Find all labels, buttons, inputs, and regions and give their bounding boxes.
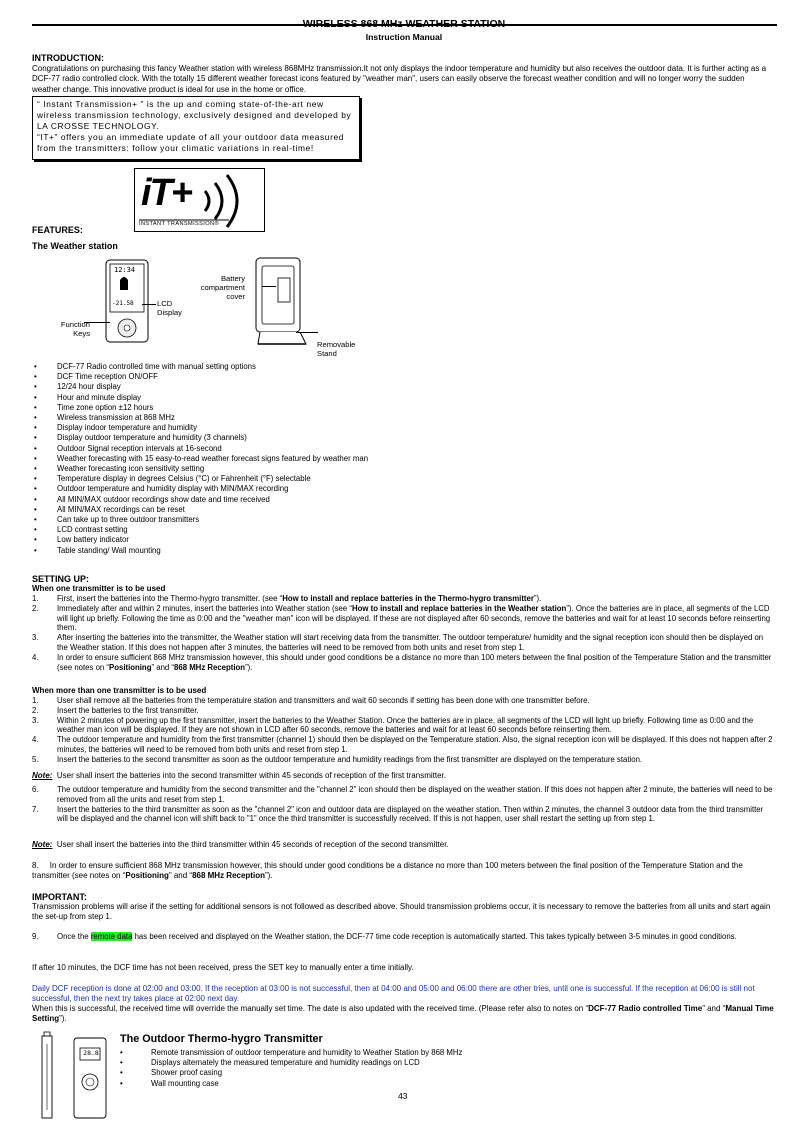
feature-item: • 12/24 hour display [32, 382, 372, 392]
daily-dcf-text: Daily DCF reception is done at 02:00 and 03:00. If the reception at 03:00 is not successful, then at 04:00 and 05:00 and 06:00 there are other tries, until one is successful. If the reception at 06:00 is still not successful, then the next try takes place at 02:00 next day. [32, 984, 755, 1004]
transmitter-illustration [40, 1030, 110, 1122]
step-number: 2. [32, 705, 39, 715]
setup-step: 2. Immediately after and within 2 minutes, insert the batteries into Weather station (see “How to install and replace batteries in the Weather station”). Once the batteries are in place, all segments of the LCD will light up briefly. Following the time as 0:00 and the "weather man" icon will be displayed. If these are not displayed after 60 seconds, remove the batteries and wait for at least 10 seconds before reinserting them. [32, 603, 771, 633]
lcd-temp-readout: -21.58 [112, 300, 134, 307]
feature-item: • Weather forecasting with 15 easy-to-read weather forecast signs featured by weather man [32, 454, 372, 464]
setup-step: 6. The outdoor temperature and humidity from the second transmitter and the "channel 2" icon should then be displayed on the weather station. If this does not happen after 2 minute, the batteries will need to be removed from all the units and reset from step 1. [32, 785, 773, 804]
lcd-time-readout: 12:34 [114, 266, 136, 274]
feature-item: • LCD contrast setting [32, 525, 372, 535]
transmitter-lcd-readout: 28.8 [83, 1049, 99, 1057]
feature-item: • All MIN/MAX recordings can be reset [32, 505, 372, 515]
transmitter-feature-item: • Displays alternately the measured temperature and humidity readings on LCD [120, 1058, 520, 1068]
stand-leader-line [296, 332, 318, 333]
setup-step: 5. Insert the batteries to the second transmitter as soon as the outdoor temperature and humidity readings from the first transmitter are displayed on the temperature station. [32, 754, 643, 764]
step-number: 4. [32, 652, 39, 662]
feature-item: • Outdoor Signal reception intervals at 16-second [32, 444, 372, 454]
setup-step: 3. After inserting the batteries into the transmitter, the Weather station will start receiving data from the transmitter. The outdoor temperature/ humidity and the signal reception icon should then be displayed on the Weather station. If this does not happen after 3 minutes, the batteries will need to be removed from both units and reset from step 1. [32, 633, 764, 652]
setup-step-8: 8. In order to ensure sufficient 868 MHz transmission however, this should under good conditions be a distance no more than 100 meters between the final position of the Temperature Station and the transmitter (see notes on “Positioning” and “868 MHz Reception”). [32, 861, 743, 881]
it-box-line: “ Instant Transmission+ ” is the up and coming state-of-the-art new [37, 99, 324, 109]
feature-item: • Can take up to three outdoor transmitters [32, 515, 372, 525]
more-transmitter-steps [32, 696, 774, 765]
instant-transmission-box [32, 96, 360, 160]
feature-list [32, 362, 372, 556]
setup-step: 1. User shall remove all the batteries from the temperatuire station and transmitters and wait 60 seconds if setting has been done with one transmitter before. [32, 696, 590, 705]
feature-item: • Low battery indicator [32, 535, 372, 545]
manual-time-text: If after 10 minutes, the DCF time has not been received, press the SET key to manually enter a time initially. [32, 963, 414, 972]
step-number: 7. [32, 804, 39, 814]
setup-step: 9. Once the remote data has been received and displayed on the Weather station, the DCF-77 time code reception is automatically started. This takes typically between 3-5 minutes in good conditions. [32, 932, 737, 941]
feature-item: • Wireless transmission at 868 MHz [32, 413, 372, 423]
transmitter-feature-item: • Shower proof casing [120, 1068, 520, 1078]
setup-step: 1. First, insert the batteries into the Thermo-hygro transmitter. (see “How to install and replace batteries in the Thermo-hygro transmitter”). [32, 594, 542, 603]
note-second-transmitter: Note: User shall insert the batteries into the second transmitter within 45 seconds of reception of the first transmitter. [32, 771, 446, 780]
feature-item: • Hour and minute display [32, 393, 372, 403]
lcd-leader-line [142, 304, 156, 305]
step-number: 5. [32, 754, 39, 764]
step-number: 1. [32, 594, 39, 603]
features-heading: FEATURES: [32, 225, 83, 235]
override-text: When this is successful, the received time will override the manually set time. The date is also updated with the received time. (Please refer also to notes on “DCF-77 Radio controlled Time” and “Manual Time Setting”). [32, 1004, 774, 1024]
weather-station-heading: The Weather station [32, 241, 118, 251]
lcd-display-label: LCD Display [157, 299, 182, 317]
one-transmitter-steps [32, 594, 774, 672]
transmitter-feature-list [120, 1048, 520, 1089]
important-heading: IMPORTANT: [32, 892, 87, 902]
function-keys-label: Function Keys [60, 320, 90, 338]
note-third-transmitter: Note: User shall insert the batteries into the third transmitter within 45 seconds of reception of the second transmitter. [32, 840, 449, 849]
step-number: 4. [32, 735, 39, 745]
feature-item: • Temperature display in degrees Celsius (°C) or Fahrenheit (°F) selectable [32, 474, 372, 484]
logo-text: iT+ [141, 172, 191, 214]
setup-step: 3. Within 2 minutes of powering up the first transmitter, insert the batteries to the Weather Station. Once the batteries are in place, all segments of the LCD will light up briefly. Following time as 0:00 and the weather man icon will be displayed. If they are not shown in LCD after 60 seconds, remove the batteries and wait for at least 60 seconds before reinserting them. [32, 715, 754, 735]
battery-leader-line [262, 286, 276, 287]
registered-mark: ® [214, 221, 219, 227]
intro-text: Congratulations on purchasing this fancy Weather station with wireless 868MHz transmission.It not only displays the indoor temperature and humidity but also receives the outdoor data. It is further acting as a DCF-77 radio controlled clock. With the totally 15 different weather forecast icons featured by "weather man", users can easily observe the forecast weather condition and will no longer worry the sudden weather change. This innovative product is ideal for use in the home or office. [32, 64, 767, 94]
setup-step: 4. The outdoor temperature and humidity from the first transmitter (channel 1) should then be displayed on the Temperature station. Also, the signal reception icon will be displayed. If this does not happen after 2 minutes, the batteries will need to be removed from both units and reset from step 1. [32, 735, 773, 754]
feature-item: • Table standing/ Wall mounting [32, 546, 372, 556]
page-number: 43 [398, 1091, 408, 1101]
step-number: 3. [32, 633, 39, 643]
step-number: 1. [32, 696, 39, 705]
one-transmitter-heading: When one transmitter is to be used [32, 584, 166, 593]
feature-item: • All MIN/MAX outdoor recordings show date and time received [32, 495, 372, 505]
logo-caption: INSTANT TRANSMISSION [139, 221, 215, 227]
feature-item: • Time zone option ±12 hours [32, 403, 372, 413]
setup-step: 2. Insert the batteries to the first transmitter. [32, 705, 199, 715]
feature-item: • DCF-77 Radio controlled time with manual setting options [32, 362, 372, 372]
setting-up-heading: SETTING UP: [32, 574, 90, 584]
it-box-line: LA CROSSE TECHNOLOGY. [37, 120, 160, 131]
feature-item: • Weather forecasting icon sensitivity setting [32, 464, 372, 474]
it-box-line: wireless transmission technology, exclusively designed and developed by [37, 109, 352, 120]
step-number: 3. [32, 715, 39, 725]
transmitter-feature-item: • Remote transmission of outdoor temperature and humidity to Weather Station by 868 MHz [120, 1048, 520, 1058]
document-subtitle: Instruction Manual [365, 32, 443, 42]
more-transmitters-heading: When more than one transmitter is to be used [32, 686, 207, 695]
weather-station-front-illustration [104, 258, 154, 346]
step-number: 8. [32, 861, 39, 870]
intro-heading: INTRODUCTION: [32, 53, 104, 63]
important-text: Transmission problems will arise if the setting for additional sensors is not followed as described above. Should transmission problems occur, it is necessary to remove the batteries from all units and start again the set-up from step 1. [32, 902, 771, 922]
step-number: 9. [32, 932, 39, 941]
setup-step: 4. In order to ensure sufficient 868 MHz transmission however, this should under good conditions be a distance no more than 100 meters between the final position of the Temperature Station and the transmitter (see notes on “Positioning” and “868 MHz Reception”). [32, 652, 772, 672]
it-box-line: “IT+” offers you an immediate update of all your outdoor data measured [37, 131, 344, 142]
battery-compartment-label: Battery compartment cover [200, 274, 245, 301]
document-title: WIRELESS 868 MHz WEATHER STATION [302, 18, 506, 30]
transmitter-feature-item: • Wall mounting case [120, 1079, 520, 1089]
step-number: 6. [32, 785, 39, 794]
more-transmitter-steps-cont [32, 785, 774, 824]
weather-station-back-illustration [252, 256, 316, 352]
it-box-line: from the transmitters: follow your climatic variations in real-time! [37, 142, 314, 153]
step-number: 2. [32, 603, 39, 613]
setup-step: 7. Insert the batteries to the third transmitter as soon as the "channel 2" icon and outdoor data are displayed on the weather station. Then within 2 minutes, the channel 3 outdoor data from the third transmitter will be displayed and the channel icon will shift back to "1" once the third transmitter is successfully received. If this is not happen, user shall restart the setting up from step 1. [32, 804, 764, 824]
step-9-list [32, 932, 774, 942]
it-plus-logo [134, 168, 265, 232]
remote-data-highlight: remote data [90, 932, 133, 941]
feature-item: • Display outdoor temperature and humidity (3 channels) [32, 433, 372, 443]
feature-item: • Outdoor temperature and humidity display with MIN/MAX recording [32, 484, 372, 494]
transmitter-heading: The Outdoor Thermo-hygro Transmitter [120, 1033, 323, 1045]
removable-stand-label: Removable Stand [317, 340, 356, 358]
feature-item: • DCF Time reception ON/OFF [32, 372, 372, 382]
feature-item: • Display indoor temperature and humidity [32, 423, 372, 433]
